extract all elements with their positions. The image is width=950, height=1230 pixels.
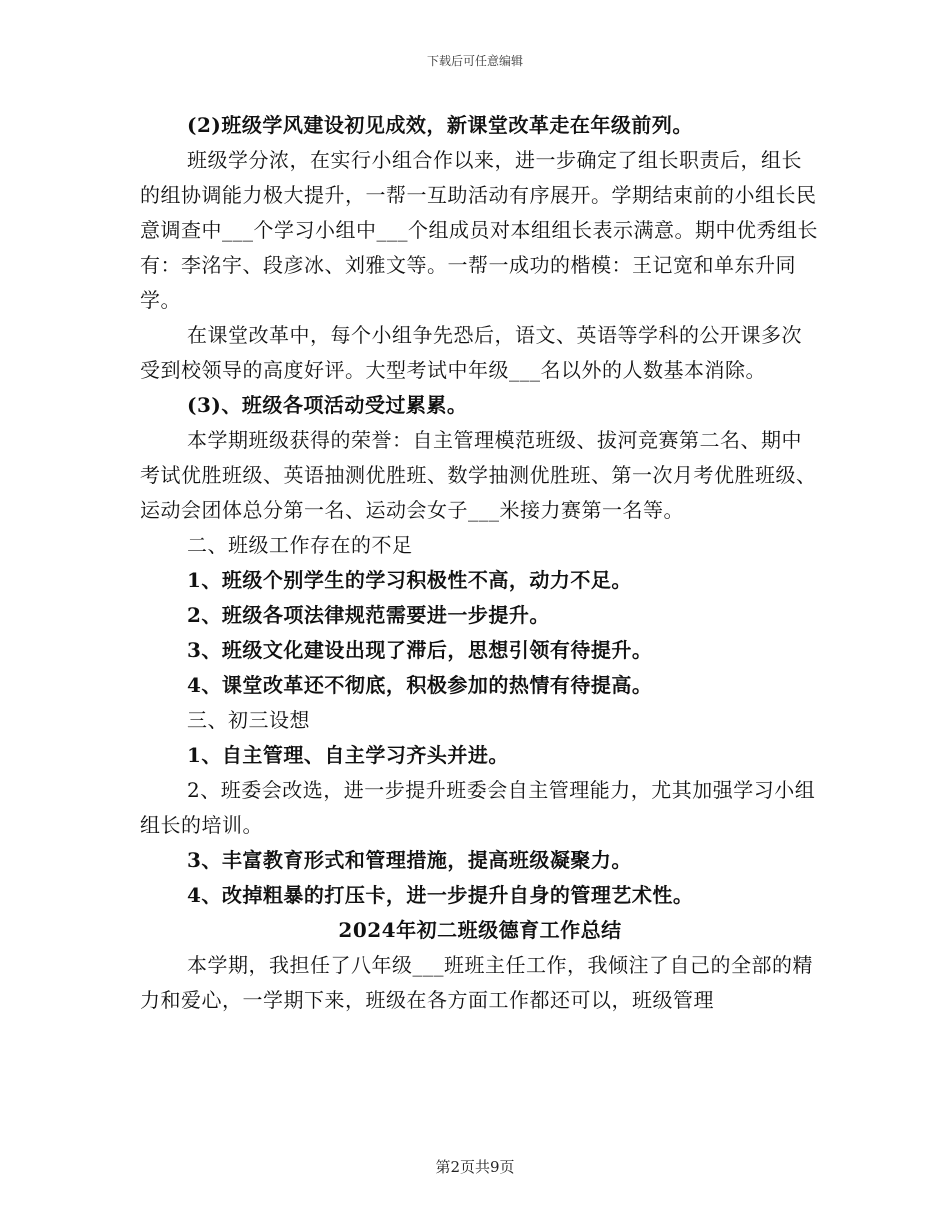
shortcoming-item-2: 2、班级各项法律规范需要进一步提升。 bbox=[187, 603, 550, 627]
plan-item-4: 4、改掉粗暴的打压卡，进一步提升自身的管理艺术性。 bbox=[187, 883, 694, 907]
paragraph-classroom-reform: 在课堂改革中，每个小组争先恐后，语文、英语等学科的公开课多次受到校领导的高度好评。大型考试中年级___名以外的人数基本消除。 bbox=[140, 323, 802, 382]
plan-item-3: 3、丰富教育形式和管理措施，提高班级凝聚力。 bbox=[187, 848, 632, 872]
paragraph-honors: 本学期班级获得的荣誉：自主管理模范班级、拔河竞赛第二名、期中考试优胜班级、英语抽测优胜班、数学抽测优胜班、第一次月考优胜班级、运动会团体总分第一名、运动会女子___米接力赛第一名等。 bbox=[140, 428, 817, 522]
paragraph-semester-intro: 本学期，我担任了八年级___班班主任工作，我倾注了自己的全部的精力和爱心，一学期下来，班级在各方面工作都还可以，班级管理 bbox=[140, 953, 813, 1012]
paragraph-study-style-heading: (2)班级学风建设初见成效，新课堂改革走在年级前列。 bbox=[187, 113, 693, 137]
paragraph-activities-heading: (3)、班级各项活动受过累累。 bbox=[187, 393, 468, 417]
shortcoming-item-4: 4、课堂改革还不彻底，积极参加的热情有待提高。 bbox=[187, 673, 653, 697]
shortcoming-item-1: 1、班级个别学生的学习积极性不高，动力不足。 bbox=[187, 568, 632, 592]
document-body bbox=[140, 108, 820, 1018]
document-title: 2024年初二班级德育工作总结 bbox=[338, 918, 622, 942]
shortcoming-item-3: 3、班级文化建设出现了滞后，思想引领有待提升。 bbox=[187, 638, 653, 662]
page-header: 下载后可任意编辑 bbox=[426, 54, 523, 68]
paragraph-group-leaders: 班级学分浓，在实行小组合作以来，进一步确定了组长职责后，组长的组协调能力极大提升，一帮一互助活动有序展开。学期结束前的小组长民意调查中___个学习小组中___个组成员对本组组长表示满意。期中优秀组长有：李洺宇、段彦冰、刘雅文等。一帮一成功的楷模：王记宽和单东升同学。 bbox=[140, 148, 818, 312]
plan-item-2: 2、班委会改选，进一步提升班委会自主管理能力，尤其加强学习小组组长的培训。 bbox=[140, 778, 816, 837]
plan-item-1: 1、自主管理、自主学习齐头并进。 bbox=[187, 743, 509, 767]
page-number: 第2页共9页 bbox=[435, 1158, 515, 1176]
section-heading-shortcomings: 二、班级工作存在的不足 bbox=[187, 533, 413, 557]
section-heading-plans: 三、初三设想 bbox=[187, 708, 310, 732]
